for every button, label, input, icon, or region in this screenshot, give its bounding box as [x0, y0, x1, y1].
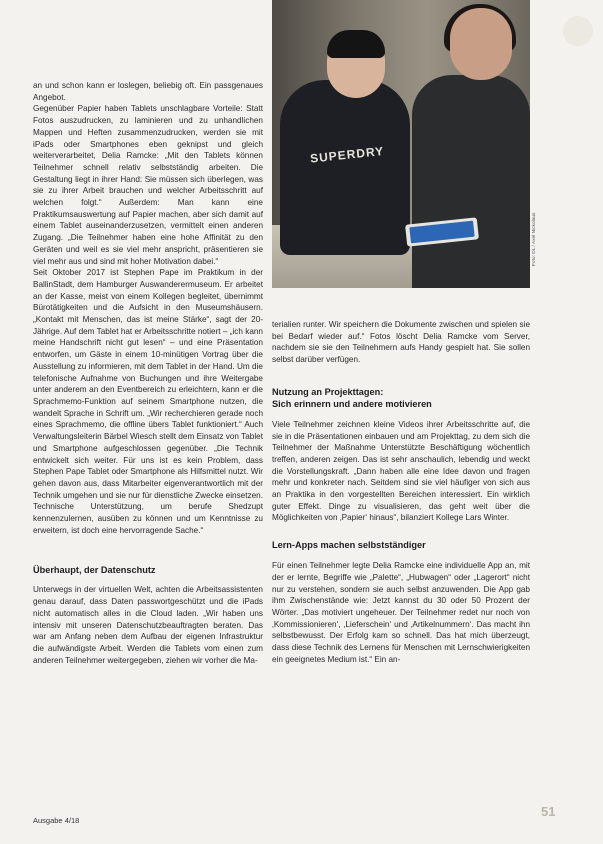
issue-label: Ausgabe 4/18: [33, 816, 80, 825]
article-photo: [272, 0, 530, 288]
section-heading-datenschutz: Überhaupt, der Datenschutz: [33, 565, 156, 576]
photo-tablet-screen: [409, 221, 474, 244]
left-column: [33, 80, 263, 666]
page-number: 51: [541, 804, 556, 819]
section-heading-projekttagen-line2: Sich erinnern und andere motivieren: [272, 398, 432, 409]
section-heading-lern-apps: Lern-Apps machen selbstständiger: [272, 540, 426, 551]
photo-person-right-head: [450, 8, 512, 80]
right-paragraph-2: Viele Teilnehmer zeichnen kleine Videos ihrer Arbeitsschritte auf, die sie in die Präsentationen einbauen und am Projekttag, zu dem sich die Teilnehmer der Maßnahme Unterstützte Beschäftigung wöchentlich treffen, anderen zeigen. Das ist sehr anschaulich, lebendig und weckt die Vorstellungskraft. „Dann haben alle eine Idee davon und fragen mehr und konkreter nach. Seitdem sind sie viel häufiger von sich aus an Praktika in den vorgestellten Bereichen interessiert. Ein wirklich guter Effekt. Dinge zu visualisieren, das geht weit über die Möglichkeiten von ‚Papier‘ hinaus“, bilanziert Kollege Lars Winter.: [272, 419, 530, 523]
photo-person-left-body: [280, 80, 410, 255]
photo-person-right-body: [412, 75, 530, 288]
right-paragraph-3: Für einen Teilnehmer legte Delia Ramcke eine individuelle App an, mit der er lernte, Begriffe wie „Palette“, „Hubwagen“ oder „Lagerort“ nicht nur zu verstehen, sondern sie auch selbst anzuwenden. Die App gab ihm Zwischenstände wie: Jetzt kannst du 30 oder 50 Prozent der Wörter. „Das motiviert ungeheuer. Der Teilnehmer redet nur noch von ‚Kommissionieren‘, ‚Lieferschein‘ und ‚Artikelnummern‘. Das macht ihn selbstbewusst. Der Erfolg kam so schnell. Das hat mich überzeugt, dass diese Technik des Lernens für Menschen mit Lernschwierigkeiten ein geeignetes Medium ist.“ Ein an-: [272, 561, 530, 664]
left-paragraph-2: Gegenüber Papier haben Tablets unschlagbare Vorteile: Statt Fotos auszudrucken, zu laminieren und zu unhandlichen Mappen und Heften zusammenzudrucken, werden sie mit iPads oder Smartphones eben geknipst und gleich weiterverarbeitet, Delia Ramcke: „Mit den Tablets können Teilnehmer schnell relativ selbstständig arbeiten. Die Gestaltung liegt in ihrer Hand: Sie müssen sich überlegen, was sie zu ihrer Arbeit brauchen und welcher Arbeitsschritt auf welchen folgt.“ Außerdem: Man kann eine Praktikumsauswertung auf Papier machen, aber sich damit auf einem Tablet auseinanderzusetzen, vermittelt einen anderen Zugang. „Die Teilnehmer haben eine hohe Affinität zu den Geräten und weil es sie viel mehr anspricht, präsentieren sie viel mehr aus und sind mit hoher Motivation dabei.“: [33, 104, 263, 266]
photo-credit: Foto: DL / Axel Nickolaus: [532, 212, 537, 266]
left-paragraph-3: Seit Oktober 2017 ist Stephen Pape im Praktikum in der BallinStadt, dem Hamburger Auswanderermuseum. Er arbeitet an der Kasse, meist von einem Kollegen begleitet, übernimmt Bürotätigkeiten und die Aufsicht in den Museumshäusern. „Kontakt mit Menschen, das ist meine Stärke“, sagt der 20-Jährige. Auf dem Tablet hat er Arbeitsschritte notiert – „ich kann meine Handschrift nicht gut lesen“ – und eine Präsentation entworfen, um Gäste in einem 10-minütigen Vortrag über die Ausstellung zu informieren, mit dem Tablet in der Hand. Um die telefonische Aufnahme von Buchungen und ihre Weitergabe unter anderem an den Eventbereich zu erleichtern, kann er die Sprachmemo-Funktion auf seinem Smartphone nutzen, die wandelt Sprache in Schrift um. „Wir recherchieren gerade noch eines Sprachmemo, die offline übers Tablet funktioniert.“ Auch Verwaltungsleiterin Bärbel Wiesch stellt dem Einsatz von Tablet und Smartphone aufgeschlossen gegenüber. „Die Technik entwickelt sich weiter. Für uns ist es kein Problem, dass Stephen Pape Tablet oder Smartphone als Hilfsmittel nutzt. Wir gehen davon aus, dass Mitarbeiter eigenverantwortlich mit der Technik umgehen und sie nur für dienstliche Zwecke einsetzen. Technische Unterstützung, um berufe Shedzupt kennenzulernen, ausüben zu können und um Kenntnisse zu erweitern, ist doch eine hervorragende Sache.“: [33, 268, 263, 535]
section-heading-projekttagen: [272, 386, 530, 410]
right-column: [272, 319, 530, 665]
section-heading-projekttagen-line1: Nutzung an Projekttagen:: [272, 386, 384, 397]
corner-mark: [563, 16, 593, 46]
photo-hoodie-print: SUPERDRY: [309, 143, 385, 166]
right-paragraph-1: terialien runter. Wir speichern die Dokumente zwischen und spielen sie bei Bedarf wieder auf.“ Fotos löscht Delia Ramcke vom Server, nachdem sie sie den Teilnehmern aufs Handy gespielt hat. Sie sollen selbst darüber verfügen.: [272, 320, 530, 365]
photo-person-left-hair: [327, 30, 385, 58]
left-paragraph-4: Unterwegs in der virtuellen Welt, achten die Arbeitsassistenten genau darauf, dass Daten passwortgeschützt und die iPads nicht automatisch alles in die Cloud laden. „Wir haben uns intensiv mit unseren Datenschutzbeauftragten beraten. Das war am Anfang neben dem Aufbau der eigenen Infrastruktur die aufwändigste Arbeit. Werden die Tablets vom einen zum anderen Teilnehmer weitergegeben, ziehen wir vorher die Ma-: [33, 585, 263, 665]
left-paragraph-1: an und schon kann er loslegen, beliebig oft. Ein passgenaues Angebot.: [33, 81, 263, 102]
